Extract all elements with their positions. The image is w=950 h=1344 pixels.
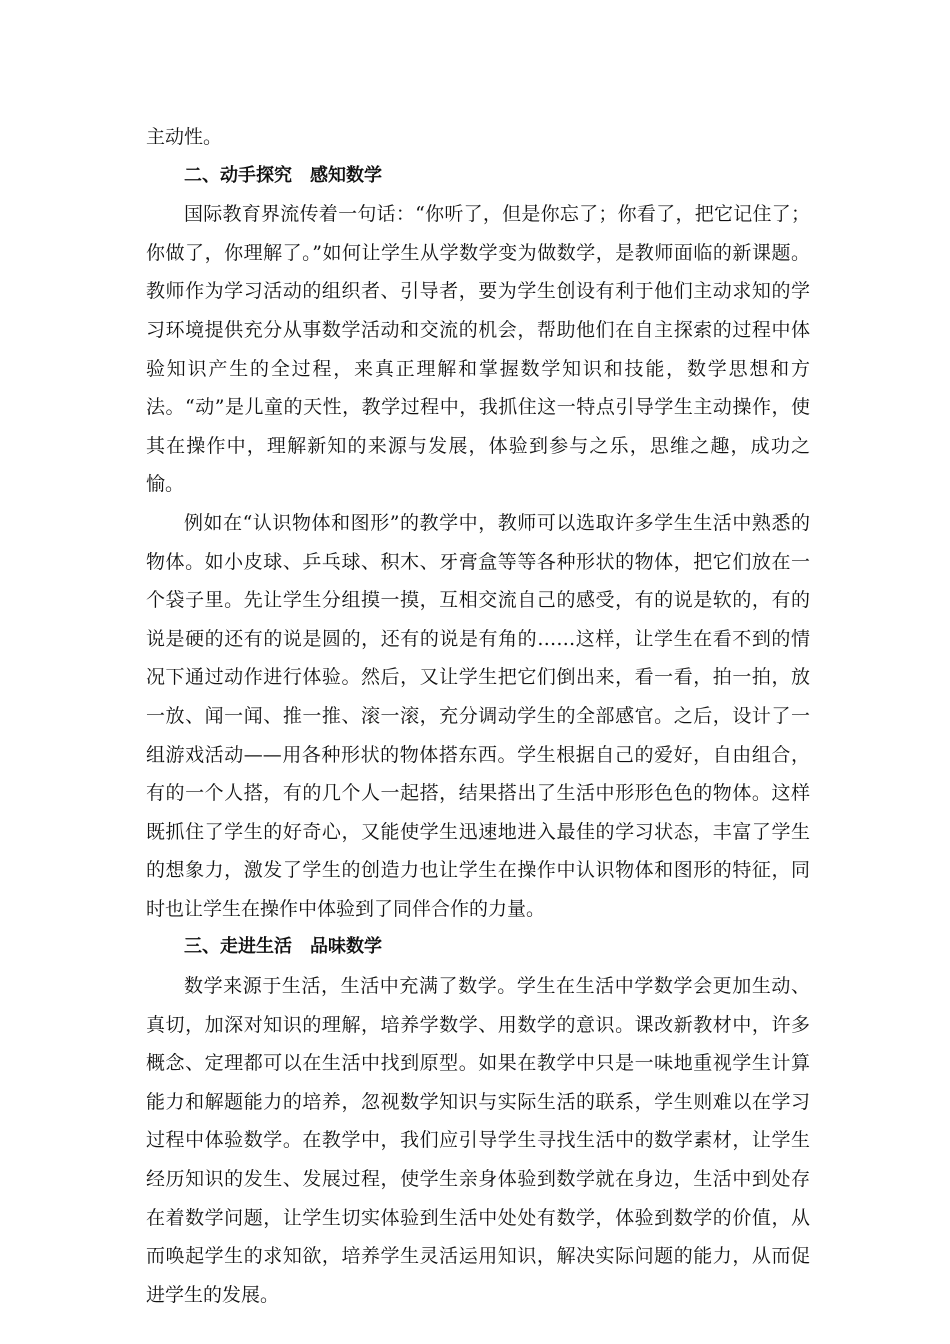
body-paragraph: 国际教育界流传着一句话：“你听了，但是你忘了；你看了，把它记住了；你做了，你理解了。”如何让学生从学数学变为做数学，是教师面临的新课题。教师作为学习活动的组织者、引导者，要为学生创设有利于他们主动求知的学习环境提供充分从事数学活动和交流的机会，帮助他们在自主探索的过程中体验知识产生的全过程，来真正理解和掌握数学知识和技能，数学思想和方法。“动”是儿童的天性，教学过程中，我抓住这一特点引导学生主动操作，使其在操作中，理解新知的来源与发展，体验到参与之乐，思维之趣，成功之愉。 <box>146 203 810 496</box>
section-heading-2-subtitle: 感知数学 <box>310 164 382 186</box>
section-heading-3-subtitle: 品味数学 <box>310 936 382 958</box>
section-heading-3-number: 三、走进生活 <box>184 936 292 958</box>
continuation-paragraph: 主动性。 <box>146 126 223 148</box>
section-heading-2 <box>146 157 810 196</box>
body-paragraph: 数学来源于生活，生活中充满了数学。学生在生活中学数学会更加生动、真切，加深对知识的理解，培养学数学、用数学的意识。课改新教材中，许多概念、定理都可以在生活中找到原型。如果在教学中只是一味地重视学生计算能力和解题能力的培养，忽视数学知识与实际生活的联系，学生则难以在学习过程中体验数学。在教学中，我们应引导学生寻找生活中的数学素材，让学生经历知识的发生、发展过程，使学生亲身体验到数学就在身边，生活中到处存在着数学问题，让学生切实体验到生活中处处有数学，体验到数学的价值，从而唤起学生的求知欲，培养学生灵活运用知识，解决实际问题的能力，从而促进学生的发展。 <box>146 975 810 1306</box>
section-heading-3 <box>146 928 810 967</box>
section-heading-2-number: 二、动手探究 <box>184 164 292 186</box>
body-paragraph: 例如在“认识物体和图形”的教学中，教师可以选取许多学生生活中熟悉的物体。如小皮球、乒乓球、积木、牙膏盒等等各种形状的物体，把它们放在一个袋子里。先让学生分组摸一摸，互相交流自己的感受，有的说是软的，有的说是硬的还有的说是圆的，还有的说是有角的……这样，让学生在看不到的情况下通过动作进行体验。然后，又让学生把它们倒出来，看一看，拍一拍，放一放、闻一闻、推一推、滚一滚，充分调动学生的全部感官。之后，设计了一组游戏活动——用各种形状的物体搭东西。学生根据自己的爱好，自由组合，有的一个人搭，有的几个人一起搭，结果搭出了生活中形形色色的物体。这样既抓住了学生的好奇心，又能使学生迅速地进入最佳的学习状态，丰富了学生的想象力，激发了学生的创造力也让学生在操作中认识物体和图形的特征，同时也让学生在操作中体验到了同伴合作的力量。 <box>146 511 810 920</box>
document-body <box>146 118 810 1314</box>
